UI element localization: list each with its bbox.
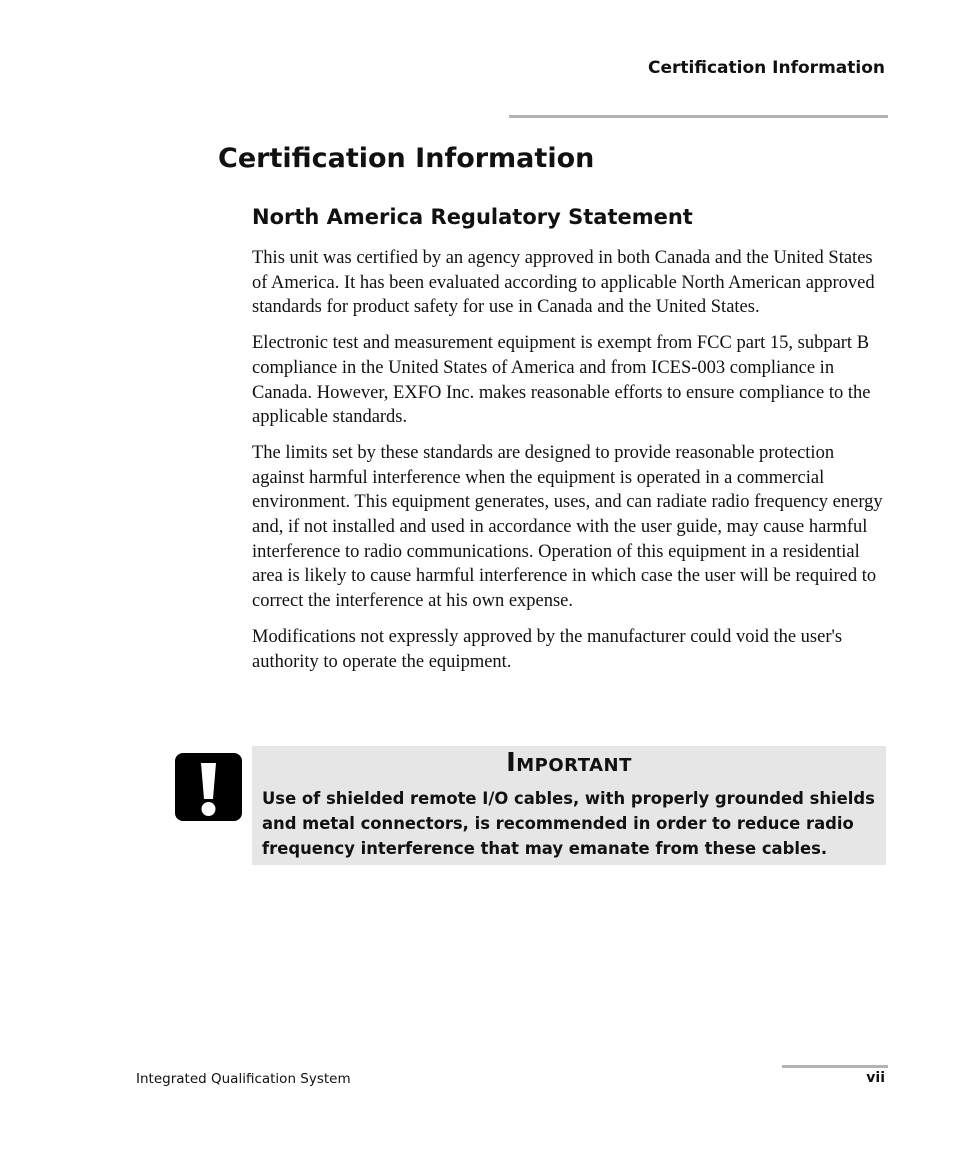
important-text: Use of shielded remote I/O cables, with properly grounded shields and metal connectors, is recommended in order to reduce radio frequency interference that may emanate from these cables. — [262, 789, 875, 858]
paragraph: Electronic test and measurement equipment is exempt from FCC part 15, subpart B compliance in the United States of America and from ICES-003 compliance in Canada. However, EXFO Inc. makes reasonable efforts to ensure compliance to the applicable standards. — [252, 333, 871, 428]
running-header-title: Certification Information — [648, 58, 885, 78]
important-title: Important — [506, 748, 632, 778]
header-rule — [509, 115, 888, 118]
exclamation-icon — [175, 753, 242, 821]
section-subtitle: North America Regulatory Statement — [252, 205, 693, 229]
page-number: vii — [866, 1070, 885, 1086]
paragraph: This unit was certified by an agency approved in both Canada and the United States of America. It has been evaluated according to applicable North American approved standards for product safety for use in Canada and the United States. — [252, 248, 875, 318]
paragraph: Modifications not expressly approved by the manufacturer could void the user's authority to operate the equipment. — [252, 626, 843, 672]
footer-doc-title: Integrated Qualification System — [136, 1071, 351, 1087]
paragraph: The limits set by these standards are designed to provide reasonable protection against harmful interference when the equipment is operated in a commercial environment. This equipment generates, uses, and can radiate radio frequency energy and, if not installed and used in accordance with the user guide, may cause harmful interference to radio communications. Operation of this equipment in a residential area is likely to cause harmful interference in which case the user will be required to correct the interference at his own expense. — [252, 442, 883, 612]
important-notice — [252, 746, 886, 865]
body-text — [252, 246, 888, 685]
footer-rule — [782, 1065, 888, 1068]
section-title: Certification Information — [218, 143, 595, 174]
